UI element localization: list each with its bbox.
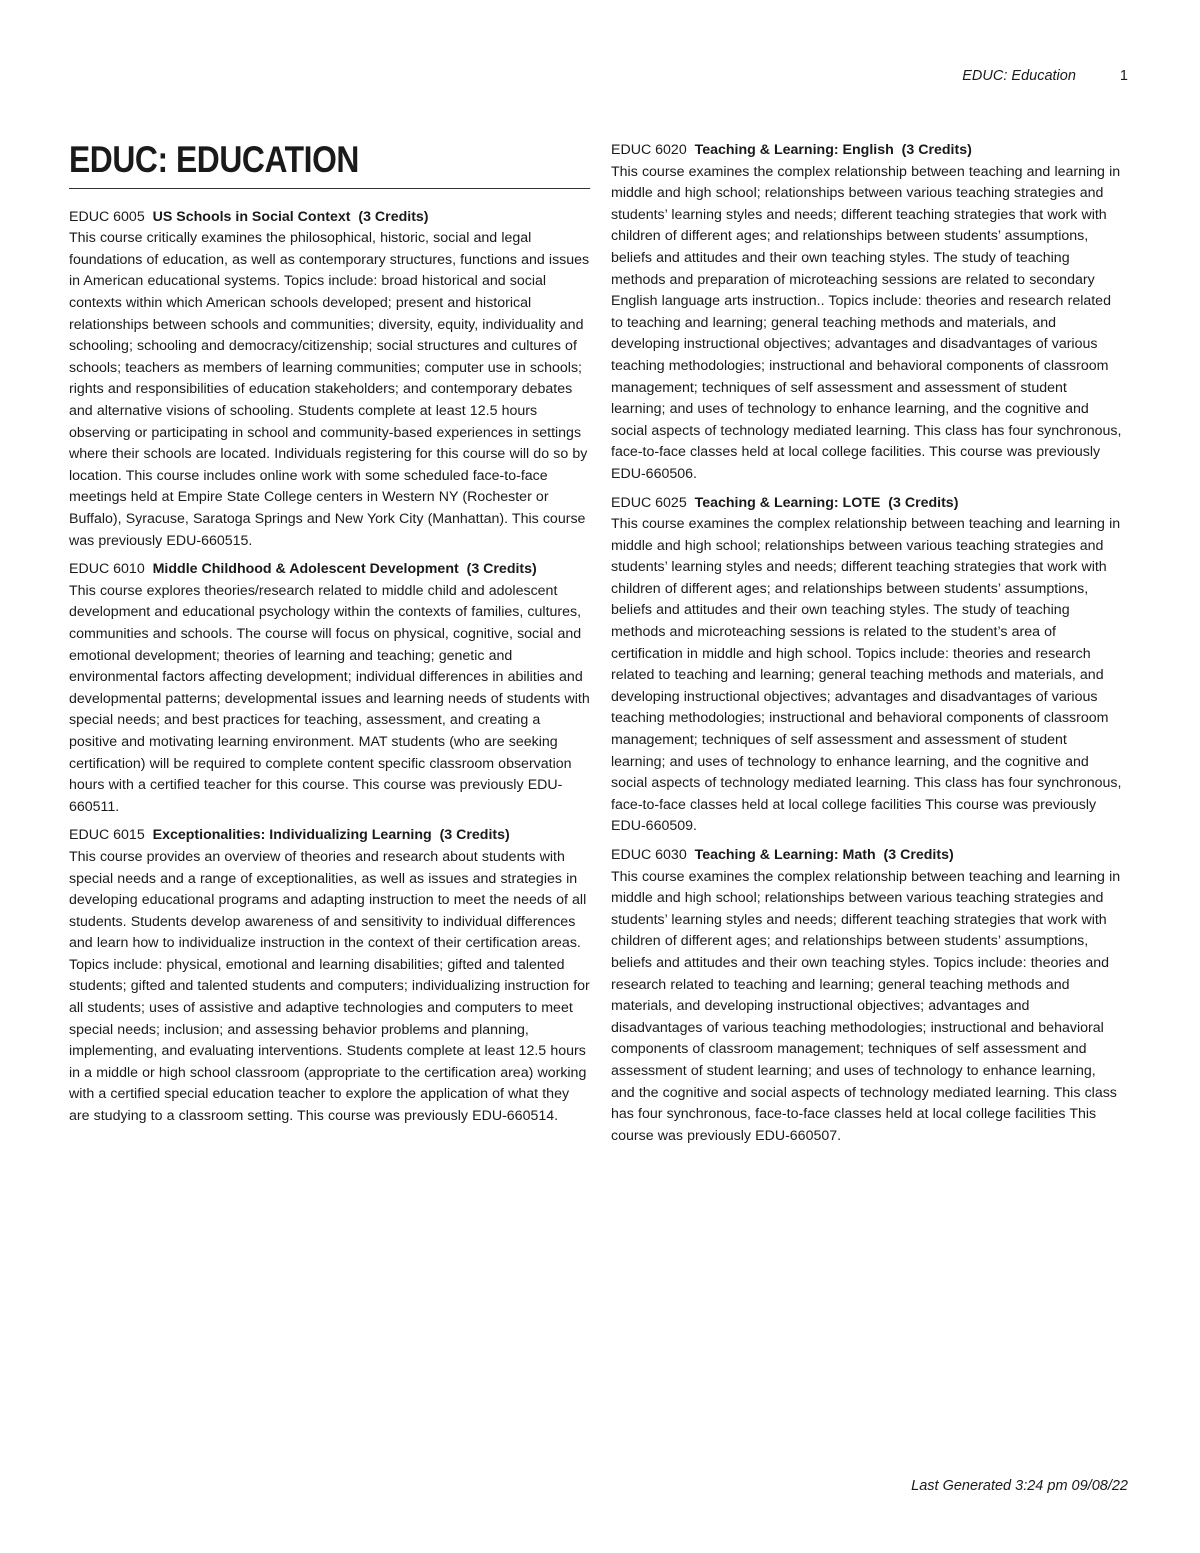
course-description: This course examines the complex relationship between teaching and learning in middle and high school; relationships between various teaching strategies and students’ learning styles and needs; different teaching strategies that work with children of different ages; and relationships between students’ assumptions, beliefs and attitudes and their own teaching styles. The study of teaching methods and microteaching sessions is related to the student’s area of certification in middle and high school. Topics include: theories and research related to teaching and learning; general teaching methods and materials, and developing instructional objectives; advantages and disadvantages of various teaching methodologies; instructional and behavioral components of classroom management; techniques of self assessment and assessment of student learning; and uses of technology to enhance learning, and the cognitive and social aspects of technology mediated learning. This class has four synchronous, face-to-face classes held at local college facilities This course was previously EDU-660509. [611,516,1122,835]
course-heading [611,845,1123,867]
running-title: EDUC: Education [962,68,1076,84]
right-column [611,140,1123,1154]
course-credits: (3 Credits) [901,142,972,158]
course-title: Teaching & Learning: Math [694,847,876,863]
course-heading [69,207,591,229]
running-header [0,68,1128,84]
course-entry [69,825,591,1127]
page-number: 1 [1119,68,1128,84]
course-entry [611,493,1123,839]
course-description: This course examines the complex relationship between teaching and learning in middle and high school; relationships between various teaching strategies and students’ learning styles and needs; different teaching strategies that work with children of different ages; and relationships between students’ assumptions, beliefs and attitudes and their own teaching styles. Topics include: theories and research related to teaching and learning; general teaching methods and materials, and developing instructional objectives; advantages and disadvantages of various teaching methodologies; instructional and behavioral components of classroom management; techniques of self assessment and assessment of student learning; and uses of technology to enhance learning, and the cognitive and social aspects of technology mediated learning. This class has four synchronous, face-to-face classes held at local college facilities This course was previously EDU-660507. [611,868,1121,1144]
course-entry [611,140,1123,486]
document-title: EDUC: EDUCATION [69,140,590,189]
course-title: Teaching & Learning: LOTE [694,494,881,511]
course-heading [611,140,1123,162]
course-credits: (3 Credits) [439,827,510,844]
course-entry [69,559,591,818]
course-code: EDUC 6025 [611,494,687,511]
course-code: EDUC 6010 [69,561,145,578]
course-code: EDUC 6005 [69,208,145,225]
course-title: Middle Childhood & Adolescent Development [152,561,459,578]
course-heading [69,825,591,847]
course-description: This course examines the complex relationship between teaching and learning in middle and high school; relationships between various teaching strategies and students’ learning styles and needs; different teaching strategies that work with children of different ages; and relationships between students’ assumptions, beliefs and attitudes and their own teaching styles. The study of teaching methods and preparation of microteaching sessions are related to secondary English language arts instruction.. Topics include: theories and research related to teaching and learning; general teaching methods and materials, and developing instructional objectives; advantages and disadvantages of various teaching methodologies; instructional and behavioral components of classroom management; techniques of self assessment and assessment of student learning; and uses of technology to enhance learning, and the cognitive and social aspects of technology mediated learning. This class has four synchronous, face-to-face classes held at local college facilities. This course was previously EDU-660506. [611,163,1122,482]
course-entry [69,207,591,553]
course-credits: (3 Credits) [888,494,959,511]
course-credits: (3 Credits) [466,561,537,578]
course-code: EDUC 6015 [69,827,145,844]
course-entry [611,845,1123,1147]
course-description: This course critically examines the philosophical, historic, social and legal foundations of education, as well as contemporary structures, functions and issues in American educational systems. Topics include: broad historical and social contexts within which American schools developed; present and historical relationships between schools and communities; diversity, equity, individuality and schooling; schooling and democracy/citizenship; social structures and cultures of schools; teachers as members of learning communities; computer use in schools; rights and responsibilities of education stakeholders; and contemporary debates and alternative visions of schooling. Students complete at least 12.5 hours observing or participating in school and community-based experiences in settings where their schools are located. Individuals registering for this course will do so by location. This course includes online work with some scheduled face-to-face meetings held at Empire State College centers in Western NY (Rochester or Buffalo), Syracuse, Saratoga Springs and New York City (Manhattan). This course was previously EDU-660515. [69,230,590,549]
course-heading [611,493,1123,515]
course-code: EDUC 6020 [611,142,687,158]
course-title: Teaching & Learning: English [694,142,894,158]
course-heading [69,559,591,581]
course-code: EDUC 6030 [611,847,687,863]
course-description: This course provides an overview of theories and research about students with special needs and a range of exceptionalities, as well as issues and strategies in developing educational programs and adapting instruction to meet the needs of all students. Students develop awareness of and sensitivity to individual differences and learn how to individualize instruction in the context of their certification areas. Topics include: physical, emotional and learning disabilities; gifted and talented students; gifted and talented students and computers; individualizing instruction for all students; uses of assistive and adaptive technologies and computers to meet special needs; inclusion; and assessing behavior problems and planning, implementing, and evaluating interventions. Students complete at least 12.5 hours in a middle or high school classroom (appropriate to the certification area) working with a certified special education teacher to explore the application of what they are studying to a classroom setting. This course was previously EDU-660514. [69,848,590,1125]
course-description: This course explores theories/research related to middle child and adolescent development and educational psychology within the contexts of families, cultures, communities and schools. The course will focus on physical, cognitive, social and emotional development; theories of learning and teaching; genetic and environmental factors affecting development; individual differences in abilities and developmental patterns; developmental issues and learning needs of students with special needs; and best practices for teaching, assessment, and creating a positive and motivating learning environment. MAT students (who are seeking certification) will be required to complete content specific classroom observation hours with a certified teacher for this course. This course was previously EDU-660511. [69,582,590,815]
course-title: US Schools in Social Context [152,208,351,225]
course-credits: (3 Credits) [358,208,429,225]
footer-timestamp: Last Generated 3:24 pm 09/08/22 [911,1478,1128,1494]
left-column [69,140,591,1135]
course-title: Exceptionalities: Individualizing Learning [152,827,432,844]
course-credits: (3 Credits) [883,847,954,863]
